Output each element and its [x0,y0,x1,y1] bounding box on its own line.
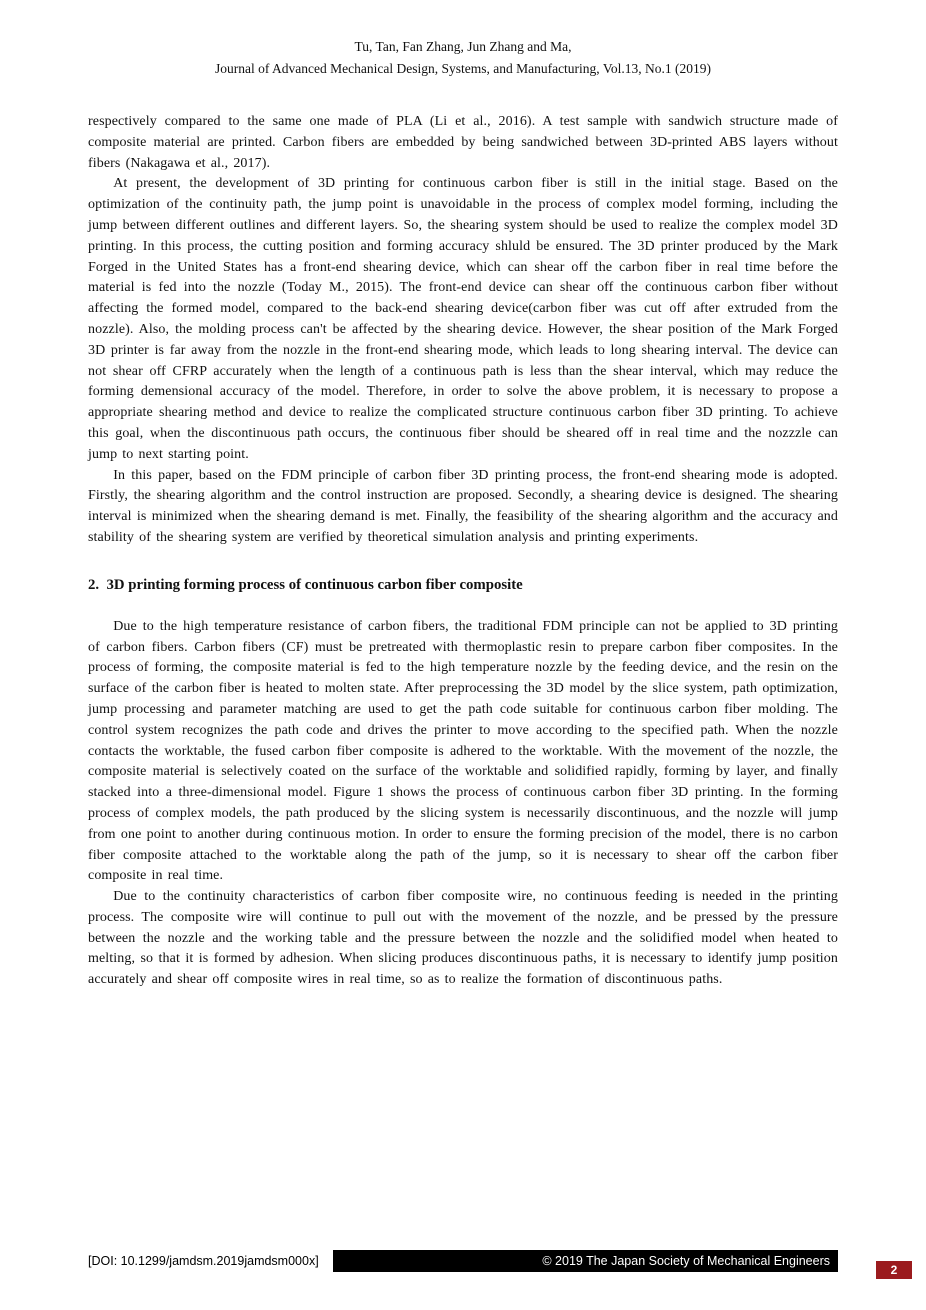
running-head-authors: Tu, Tan, Fan Zhang, Jun Zhang and Ma, [354,39,572,54]
section-paragraph-2: Due to the continuity characteristics of carbon fiber composite wire, no continuous feeding is needed in the printing process. The composite wire will continue to pull out with the movement of the nozzle, and be pressed by the pressure between the nozzle and the working table and the pressure between the nozzle and the solidified model when heated to melting, so that it is formed by adhesion. When slicing produces discontinuous paths, it is necessary to identify jump position accurately and shear off composite wires in real time, so as to realize the formation of discontinuous paths. [88,889,838,988]
intro-paragraph-1: respectively compared to the same one made of PLA (Li et al., 2016). A test sample with sandwich structure made of composite material are printed. Carbon fibers are embedded by being sandwiched between 3D-printed ABS layers without fibers (Nakagawa et al., 2017). [88,114,838,171]
intro-paragraph-2: At present, the development of 3D printing for continuous carbon fiber is still in the initial stage. Based on the optimization of the continuity path, the jump point is unavoidable in the process of complex model forming, including the jump between different outlines and different layers. So, the shearing system should be used to realize the complex model 3D printing. In this process, the cutting position and forming accuracy shluld be ensured. The 3D printer produced by the Mark Forged in the United States has a front-end shearing device, which can shear off the carbon fiber in real time before the material is fed into the nozzle (Today M., 2015). The front-end device can shear off the continuous carbon fiber without affecting the formed model, compared to the back-end shearing device(carbon fiber was cut off after extruded from the nozzle). Also, the molding process can't be affected by the shearing device. However, the shear position of the Mark Forged 3D printer is far away from the nozzle in the front-end shearing mode, which leads to long shearing interval. The device can not shear off CFRP accurately when the length of a continuous path is less than the shear interval, which may reduce the forming demensional accuracy of the model. Therefore, in order to solve the above problem, it is necessary to propose a appropriate shearing method and device to realize the complicated structure continuous carbon fiber 3D printing. To achieve this goal, when the discontinuous path occurs, the continuous fiber should be sheared off in real time and the nozzzle can jump to next starting point. [88,176,838,462]
page-body [88,112,838,991]
running-head [88,36,838,80]
running-head-journal: Journal of Advanced Mechanical Design, Systems, and Manufacturing, Vol.13, No.1 (2019) [215,61,711,76]
page-number: 2 [890,1263,898,1277]
footer-row [88,1250,838,1272]
section-paragraph-1: Due to the high temperature resistance of carbon fibers, the traditional FDM principle can not be applied to 3D printing of carbon fibers. Carbon fibers (CF) must be pretreated with thermoplastic resin to prepare carbon fiber composites. In the process of forming, the composite material is fed to the high temperature nozzle by the feeding device, and the resin on the surface of the carbon fiber is heated to molten state. After preprocessing the 3D model by the slice system, path optimization, jump processing and parameter matching are used to get the path code suitable for continuous carbon fiber molding. The control system recognizes the path code and drives the printer to move according to the specified path. When the nozzle contacts the worktable, the fused carbon fiber composite is adhered to the worktable. With the movement of the nozzle, the composite material is selectively coated on the surface of the worktable and solidified rapidly, forming by layer, and finally stacked into a three-dimensional model. Figure 1 shows the process of continuous carbon fiber 3D printing. In the forming process of complex models, the path produced by the slicing system is necessarily discontinuous, and the nozzle will jump from one point to another during continuous motion. In order to ensure the forming precision of the model, there is no carbon fiber composite attached to the worktable along the path of the jump, so it is necessary to shear off the carbon fiber composite in real time. [88,618,838,884]
intro-paragraph-3: In this paper, based on the FDM principle of carbon fiber 3D printing process, the front-end shearing mode is adopted. Firstly, the shearing algorithm and the control instruction are proposed. Secondly, a shearing device is designed. The shearing interval is minimized when the shearing demand is met. Finally, the feasibility of the shearing algorithm and the accuracy and stability of the shearing system are verified by theoretical simulation analysis and printing experiments. [88,467,838,545]
page-number-badge [876,1261,912,1279]
section-heading: 2. 3D printing forming process of continuous carbon fiber composite [88,576,523,593]
copyright-text: © 2019 The Japan Society of Mechanical Engineers [542,1254,830,1268]
copyright-bar [333,1250,838,1272]
page-footer [88,1250,898,1277]
doi-label: [DOI: 10.1299/jamdsm.2019jamdsm000x] [88,1254,319,1268]
